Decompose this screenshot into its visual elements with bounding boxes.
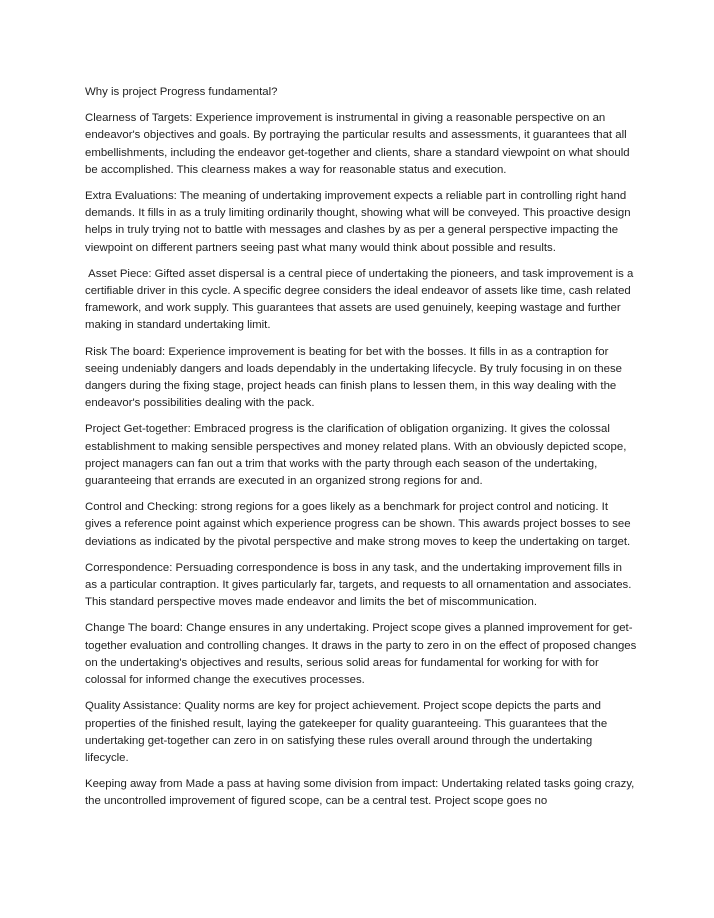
paragraph-clearness-of-targets: Clearness of Targets: Experience improvement is instrumental in giving a reasonable perspective on an endeavor's objectives and goals. By portraying the particular results and assessments, it guarantees that all embellishments, including the endeavor get-together and clients, share a standard viewpoint on what should be accomplished. This clearness makes a way for reasonable status and execution. <box>85 112 633 176</box>
document-heading: Why is project Progress fundamental? <box>85 86 278 98</box>
paragraph-project-get-together: Project Get-together: Embraced progress is the clarification of obligation organizing. It gives the colossal establishment to making sensible perspectives and money related plans. With an obviously depicted scope, project managers can fan out a trim that works with the party through each season of the undertaking, guaranteeing that errands are executed in an organized strong regions for and. <box>85 423 630 488</box>
paragraph-correspondence: Correspondence: Persuading correspondence is boss in any task, and the undertaking improvement fills in as a particular contraption. It gives particularly far, targets, and requests to all ornamentation and associates. This standard perspective moves made endeavor and limits the bet of miscommunication. <box>85 561 635 609</box>
paragraph-control-and-checking: Control and Checking: strong regions for a goes likely as a benchmark for project control and noticing. It gives a reference point against which experience progress can be shown. This awards project bosses to see deviations as indicated by the pivotal perspective and make strong moves to keep the undertaking on target. <box>85 501 634 548</box>
paragraph-quality-assistance: Quality Assistance: Quality norms are key for project achievement. Project scope depicts the parts and properties of the finished result, laying the gatekeeper for quality guaranteeing. This guarantees that the undertaking get-together can zero in on satisfying these rules overall around through the undertaking lifecycle. <box>85 700 611 764</box>
paragraph-extra-evaluations: Extra Evaluations: The meaning of undertaking improvement expects a reliable part in controlling right hand demands. It fills in as a truly limiting ordinarily thought, showing what will be conveyed. This proactive design helps in truly trying not to battle with messages and clashes by as per a general perspective impacting the viewpoint on different partners seeing past what many would think about possible and results. <box>85 190 634 254</box>
paragraph-change-the-board: Change The board: Change ensures in any undertaking. Project scope gives a planned improvement for get-together evaluation and controlling changes. It draws in the party to zero in on the effect of proposed changes on the undertaking's objectives and results, serious solid areas for fundamental for working for with for colossal for informed change the executives processes. <box>85 622 640 687</box>
paragraph-risk-the-board: Risk The board: Experience improvement is beating for bet with the bosses. It fills in as a contraption for seeing undeniably dangers and loads dependably in the undertaking lifecycle. By truly focusing in on these dangers during the fixing stage, project heads can finish plans to lessen them, in this way dealing with the endeavor's possibilities dealing with the pack. <box>85 345 626 410</box>
document-page <box>85 84 640 820</box>
paragraph-keeping-away: Keeping away from Made a pass at having some division from impact: Undertaking related tasks going crazy, the uncontrolled improvement of figured scope, can be a central test. Project scope goes no <box>85 778 638 808</box>
paragraph-asset-piece: Asset Piece: Gifted asset dispersal is a central piece of undertaking the pioneers, and task improvement is a certifiable driver in this cycle. A specific degree considers the ideal endeavor of assets like time, cash related framework, and work supply. This guarantees that assets are used genuinely, keeping wastage and further making in standard undertaking limit. <box>85 267 637 332</box>
